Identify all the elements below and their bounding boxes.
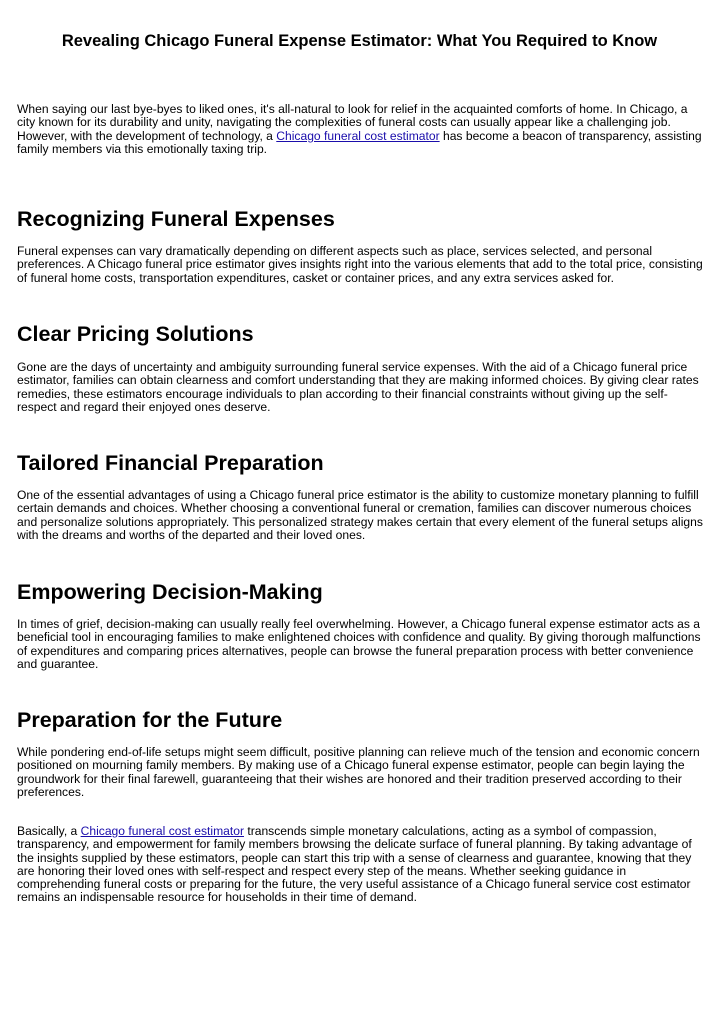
chicago-funeral-cost-estimator-link-2[interactable]: Chicago funeral cost estimator [80, 824, 244, 838]
section-heading-tailored-financial-preparation: Tailored Financial Preparation [17, 451, 324, 475]
section-body-empowering-decision-making: In times of grief, decision-making can usually really feel overwhelming. However, a Chicago funeral expense estimator acts as a beneficial tool in encouraging families to make enlightened choices with confidence and quality. By giving thorough malfunctions of expenditures and comparing prices alternatives, people can browse the funeral preparation process with better convenience and guarantee. [17, 617, 701, 671]
chicago-funeral-cost-estimator-link[interactable]: Chicago funeral cost estimator [276, 128, 440, 143]
section-heading-preparation-for-the-future: Preparation for the Future [17, 708, 283, 732]
section-heading-empowering-decision-making: Empowering Decision-Making [17, 580, 323, 604]
section-heading-recognizing-funeral-expenses: Recognizing Funeral Expenses [17, 207, 335, 231]
intro-text-before-link: When saying our last bye-byes to liked ones, it's all-natural to look for relief in the acquainted comforts of home. In Chicago, a city known for its durability and unity, navigating the complexities of funeral costs can usually appear like a challenging job. However, with the development of technology, a [17, 102, 688, 143]
section-body-clear-pricing-solutions: Gone are the days of uncertainty and ambiguity surrounding funeral service expenses. With the aid of a Chicago funeral price estimator, families can obtain clearness and comfort understanding that they are making informed choices. By giving clear rates remedies, these estimators encourage individuals to plan according to their financial constraints without giving up the self-respect and regard their enjoyed ones deserve. [17, 360, 699, 414]
section-body-recognizing-funeral-expenses: Funeral expenses can vary dramatically depending on different aspects such as place, services selected, and personal preferences. A Chicago funeral price estimator gives insights right into the various elements that add to the total price, consisting of funeral home costs, transportation expenditures, casket or container prices, and any extra services asked for. [17, 244, 703, 285]
conclusion-paragraph [17, 825, 703, 905]
conclusion-text-after-link: transcends simple monetary calculations, acting as a symbol of compassion, transparency, and empowerment for family members browsing the delicate surface of funeral planning. By taking advantage of the insights supplied by these estimators, people can start this trip with a sense of clearness and guarantee, knowing that they are honoring their loved ones with self-respect and respect every step of the means. Whether seeking guidance in comprehending funeral costs or preparing for the future, the very useful assistance of a Chicago funeral service cost estimator remains an indispensable resource for households in their time of demand. [17, 824, 692, 905]
document-title: Revealing Chicago Funeral Expense Estimator: What You Required to Know [61, 32, 658, 50]
intro-text-after-link: has become a beacon of transparency, assisting family members via this emotionally taxing trip. [17, 128, 702, 156]
section-heading-clear-pricing-solutions: Clear Pricing Solutions [17, 322, 254, 346]
section-body-preparation-for-the-future: While pondering end-of-life setups might seem difficult, positive planning can relieve much of the tension and economic concern positioned on mourning family members. By making use of a Chicago funeral expense estimator, people can begin laying the groundwork for their final farewell, guaranteeing that their wishes are honored and their tradition preserved according to their preferences. [17, 745, 700, 799]
section-body-tailored-financial-preparation: One of the essential advantages of using a Chicago funeral price estimator is the ability to customize monetary planning to fulfill certain demands and choices. Whether choosing a conventional funeral or cremation, families can discover numerous choices and personalize solutions appropriately. This personalized strategy makes certain that every element of the funeral setups aligns with the dreams and worths of the departed and their loved ones. [17, 488, 703, 542]
intro-paragraph [17, 103, 703, 156]
conclusion-text-before-link: Basically, a [17, 824, 81, 838]
